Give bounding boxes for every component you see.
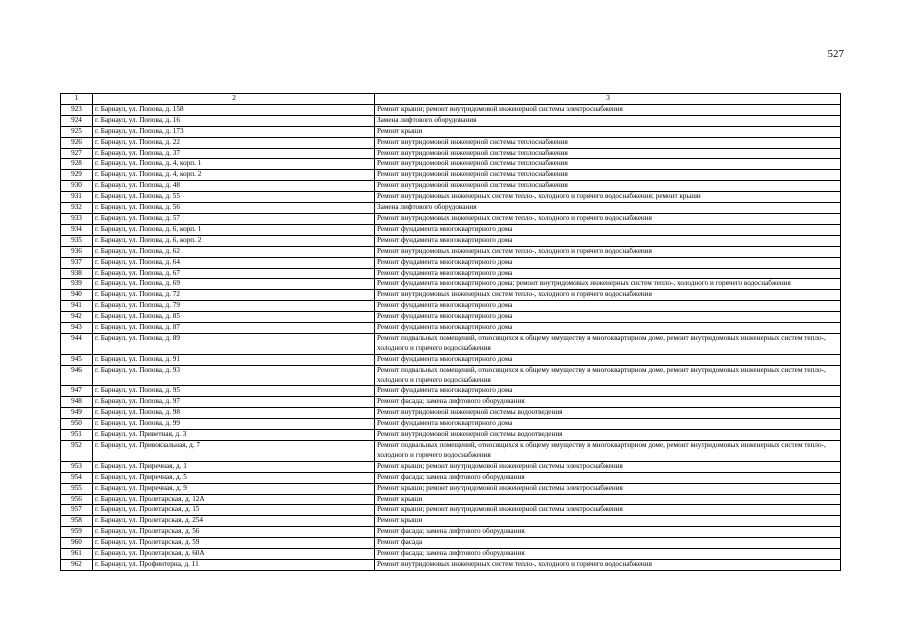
row-number: 948: [61, 397, 93, 408]
row-number: 955: [61, 483, 93, 494]
table-row: [61, 115, 841, 126]
row-work: Ремонт подвальных помещений, относящихся к общему имуществу в многоквартирном доме, ремонт внутридомовых инженерных систем тепло-, холодного и горячего водоснабжения: [375, 333, 841, 354]
row-address: г. Барнаул, ул. Попова, д. 98: [93, 408, 375, 419]
row-address: г. Барнаул, ул. Попова, д. 37: [93, 148, 375, 159]
row-number: 959: [61, 527, 93, 538]
row-work: Ремонт внутридомовых инженерных систем тепло-, холодного и горячего водоснабжения: [375, 246, 841, 257]
table-row: [61, 538, 841, 549]
header-col-3: 3: [375, 94, 841, 105]
row-work: Ремонт фундамента многоквартирного дома: [375, 235, 841, 246]
table-row: [61, 224, 841, 235]
row-number: 931: [61, 192, 93, 203]
row-number: 944: [61, 333, 93, 354]
table-row: [61, 527, 841, 538]
row-number: 941: [61, 301, 93, 312]
table-row: [61, 213, 841, 224]
row-number: 946: [61, 365, 93, 386]
row-work: Ремонт крыши: [375, 516, 841, 527]
row-work: Ремонт фасада; замена лифтового оборудования: [375, 472, 841, 483]
row-address: г. Барнаул, ул. Попова, д. 16: [93, 115, 375, 126]
row-address: г. Барнаул, ул. Пролетарская, д. 254: [93, 516, 375, 527]
table-header-row: [61, 94, 841, 105]
row-number: 949: [61, 408, 93, 419]
table-row: [61, 494, 841, 505]
table-row: [61, 430, 841, 441]
row-work: Ремонт внутридомовой инженерной системы водоотведения: [375, 408, 841, 419]
table-row: [61, 461, 841, 472]
row-address: г. Барнаул, ул. Попова, д. 55: [93, 192, 375, 203]
row-address: г. Барнаул, ул. Попова, д. 4, корп. 2: [93, 170, 375, 181]
row-work: Ремонт внутридомовой инженерной системы теплоснабжения: [375, 148, 841, 159]
table-row: [61, 397, 841, 408]
row-address: г. Барнаул, ул. Попова, д. 95: [93, 386, 375, 397]
table-row: [61, 159, 841, 170]
row-number: 925: [61, 126, 93, 137]
row-number: 962: [61, 559, 93, 570]
row-address: г. Барнаул, ул. Попова, д. 91: [93, 354, 375, 365]
row-address: г. Барнаул, ул. Попова, д. 6, корп. 1: [93, 224, 375, 235]
row-work: Ремонт фундамента многоквартирного дома: [375, 386, 841, 397]
row-address: г. Барнаул, ул. Попова, д. 99: [93, 419, 375, 430]
row-work: Ремонт крыши; ремонт внутридомовой инженерной системы электроснабжения: [375, 104, 841, 115]
row-work: Ремонт внутридомовой инженерной системы теплоснабжения: [375, 137, 841, 148]
page-number: 527: [827, 48, 844, 60]
table-row: [61, 279, 841, 290]
row-number: 924: [61, 115, 93, 126]
row-address: г. Барнаул, ул. Попова, д. 64: [93, 257, 375, 268]
table-row: [61, 104, 841, 115]
row-number: 945: [61, 354, 93, 365]
row-number: 939: [61, 279, 93, 290]
table-row: [61, 137, 841, 148]
row-number: 954: [61, 472, 93, 483]
table-row: [61, 549, 841, 560]
row-address: г. Барнаул, ул. Попова, д. 69: [93, 279, 375, 290]
row-work: Ремонт внутридомовых инженерных систем тепло-, холодного и горячего водоснабжения; ремонт крыши: [375, 192, 841, 203]
row-address: г. Барнаул, ул. Профинтерна, д. 11: [93, 559, 375, 570]
row-work: Ремонт внутридомовой инженерной системы теплоснабжения: [375, 170, 841, 181]
row-work: Ремонт фундамента многоквартирного дома: [375, 312, 841, 323]
header-col-2: 2: [93, 94, 375, 105]
row-number: 952: [61, 441, 93, 462]
row-address: г. Барнаул, ул. Попова, д. 173: [93, 126, 375, 137]
row-address: г. Барнаул, ул. Попова, д. 57: [93, 213, 375, 224]
row-address: г. Барнаул, ул. Попова, д. 62: [93, 246, 375, 257]
row-work: Ремонт фундамента многоквартирного дома: [375, 224, 841, 235]
row-address: г. Барнаул, ул. Пролетарская, д. 56: [93, 527, 375, 538]
table-row: [61, 170, 841, 181]
row-number: 956: [61, 494, 93, 505]
row-address: г. Барнаул, ул. Попова, д. 89: [93, 333, 375, 354]
row-number: 951: [61, 430, 93, 441]
row-address: г. Барнаул, ул. Попова, д. 48: [93, 181, 375, 192]
row-number: 961: [61, 549, 93, 560]
row-work: Ремонт крыши; ремонт внутридомовой инженерной системы электроснабжения: [375, 461, 841, 472]
table-row: [61, 312, 841, 323]
row-number: 937: [61, 257, 93, 268]
table-row: [61, 257, 841, 268]
row-work: Ремонт фундамента многоквартирного дома: [375, 301, 841, 312]
row-number: 928: [61, 159, 93, 170]
row-work: Ремонт фундамента многоквартирного дома: [375, 354, 841, 365]
row-number: 927: [61, 148, 93, 159]
row-address: г. Барнаул, ул. Приречная, д. 5: [93, 472, 375, 483]
table-row: [61, 203, 841, 214]
table-row: [61, 235, 841, 246]
row-number: 932: [61, 203, 93, 214]
row-number: 957: [61, 505, 93, 516]
row-number: 940: [61, 290, 93, 301]
table-row: [61, 290, 841, 301]
row-number: 942: [61, 312, 93, 323]
row-address: г. Барнаул, ул. Приречная, д. 9: [93, 483, 375, 494]
row-number: 933: [61, 213, 93, 224]
row-address: г. Барнаул, ул. Пролетарская, д. 60А: [93, 549, 375, 560]
table-row: [61, 148, 841, 159]
table-row: [61, 126, 841, 137]
row-number: 929: [61, 170, 93, 181]
row-address: г. Барнаул, ул. Попова, д. 4, корп. 1: [93, 159, 375, 170]
row-number: 950: [61, 419, 93, 430]
table-row: [61, 505, 841, 516]
row-number: 958: [61, 516, 93, 527]
row-number: 923: [61, 104, 93, 115]
row-work: Ремонт фундамента многоквартирного дома: [375, 419, 841, 430]
row-work: Ремонт крыши: [375, 126, 841, 137]
table-row: [61, 192, 841, 203]
row-work: Ремонт подвальных помещений, относящихся к общему имуществу в многоквартирном доме, ремонт внутридомовых инженерных систем тепло-, холодного и горячего водоснабжения: [375, 365, 841, 386]
table-row: [61, 181, 841, 192]
row-address: г. Барнаул, ул. Попова, д. 97: [93, 397, 375, 408]
row-number: 960: [61, 538, 93, 549]
table-row: [61, 441, 841, 462]
table-row: [61, 333, 841, 354]
row-work: Ремонт внутридомовой инженерной системы водоотведения: [375, 430, 841, 441]
row-address: г. Барнаул, ул. Попова, д. 79: [93, 301, 375, 312]
row-number: 934: [61, 224, 93, 235]
row-address: г. Барнаул, ул. Попова, д. 67: [93, 268, 375, 279]
table-row: [61, 408, 841, 419]
row-work: Замена лифтового оборудования: [375, 203, 841, 214]
row-work: Ремонт фундамента многоквартирного дома: [375, 268, 841, 279]
table-row: [61, 419, 841, 430]
row-address: г. Барнаул, ул. Попова, д. 6, корп. 2: [93, 235, 375, 246]
table-row: [61, 559, 841, 570]
row-work: Ремонт фундамента многоквартирного дома: [375, 323, 841, 334]
table-row: [61, 246, 841, 257]
row-work: Ремонт крыши: [375, 494, 841, 505]
row-address: г. Барнаул, ул. Пролетарская, д. 15: [93, 505, 375, 516]
row-work: Ремонт фасада; замена лифтового оборудования: [375, 549, 841, 560]
table-row: [61, 354, 841, 365]
row-work: Ремонт фасада; замена лифтового оборудования: [375, 527, 841, 538]
row-number: 935: [61, 235, 93, 246]
repair-list-table: [60, 93, 841, 571]
row-address: г. Барнаул, ул. Приветная, д. 3: [93, 430, 375, 441]
row-work: Ремонт внутридомовых инженерных систем тепло-, холодного и горячего водоснабжения: [375, 213, 841, 224]
row-address: г. Барнаул, ул. Попова, д. 56: [93, 203, 375, 214]
row-address: г. Барнаул, ул. Попова, д. 22: [93, 137, 375, 148]
row-number: 938: [61, 268, 93, 279]
row-work: Ремонт внутридомовых инженерных систем тепло-, холодного и горячего водоснабжения: [375, 290, 841, 301]
table-row: [61, 268, 841, 279]
table-row: [61, 323, 841, 334]
row-work: Ремонт фундамента многоквартирного дома; ремонт внутридомовых инженерных систем тепло-, холодного и горячего водоснабжения: [375, 279, 841, 290]
row-work: Ремонт подвальных помещений, относящихся к общему имуществу в многоквартирном доме, ремонт внутридомовых инженерных систем тепло-, холодного и горячего водоснабжения: [375, 441, 841, 462]
row-work: Ремонт фасада; замена лифтового оборудования: [375, 397, 841, 408]
row-work: Ремонт фундамента многоквартирного дома: [375, 257, 841, 268]
table-row: [61, 301, 841, 312]
row-number: 953: [61, 461, 93, 472]
table-row: [61, 472, 841, 483]
row-address: г. Барнаул, ул. Приречная, д. 1: [93, 461, 375, 472]
row-number: 936: [61, 246, 93, 257]
row-address: г. Барнаул, ул. Пролетарская, д. 59: [93, 538, 375, 549]
row-number: 943: [61, 323, 93, 334]
row-work: Ремонт внутридомовой инженерной системы теплоснабжения: [375, 181, 841, 192]
row-address: г. Барнаул, ул. Попова, д. 85: [93, 312, 375, 323]
row-address: г. Барнаул, ул. Попова, д. 87: [93, 323, 375, 334]
row-work: Замена лифтового оборудования: [375, 115, 841, 126]
row-work: Ремонт крыши; ремонт внутридомовой инженерной системы электроснабжения: [375, 483, 841, 494]
row-number: 947: [61, 386, 93, 397]
row-address: г. Барнаул, ул. Пролетарская, д. 12А: [93, 494, 375, 505]
row-number: 926: [61, 137, 93, 148]
table-row: [61, 483, 841, 494]
row-number: 930: [61, 181, 93, 192]
row-address: г. Барнаул, ул. Попова, д. 158: [93, 104, 375, 115]
row-work: Ремонт внутридомовой инженерной системы теплоснабжения: [375, 159, 841, 170]
row-address: г. Барнаул, ул. Привокзальная, д. 7: [93, 441, 375, 462]
table-row: [61, 386, 841, 397]
row-address: г. Барнаул, ул. Попова, д. 72: [93, 290, 375, 301]
table-row: [61, 365, 841, 386]
row-address: г. Барнаул, ул. Попова, д. 93: [93, 365, 375, 386]
row-work: Ремонт фасада: [375, 538, 841, 549]
row-work: Ремонт внутридомовых инженерных систем тепло-, холодного и горячего водоснабжения: [375, 559, 841, 570]
header-col-1: 1: [61, 94, 93, 105]
row-work: Ремонт крыши; ремонт внутридомовой инженерной системы электроснабжения: [375, 505, 841, 516]
table-row: [61, 516, 841, 527]
